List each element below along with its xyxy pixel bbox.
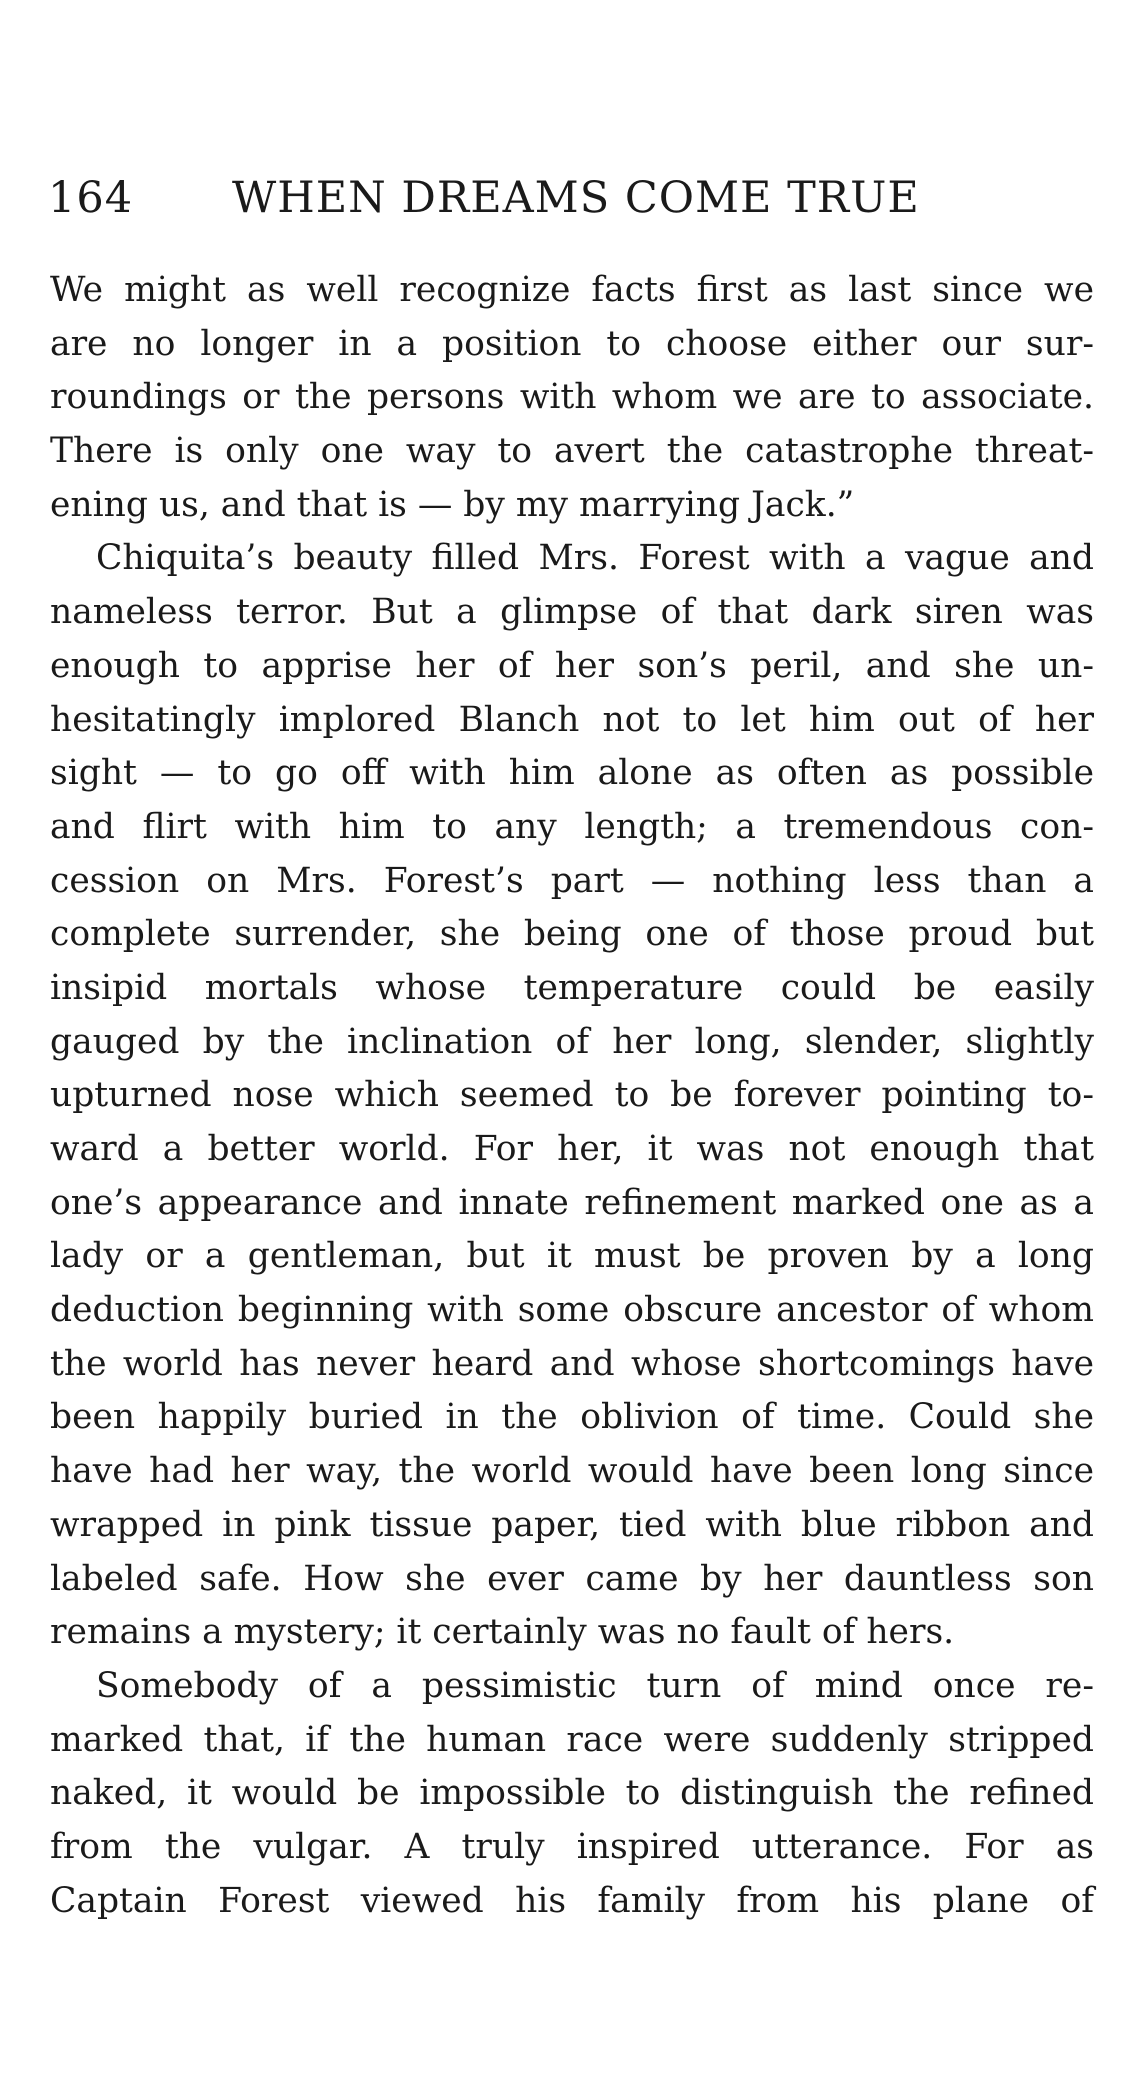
text-line: enough to apprise her of her son’s peril, and she un- xyxy=(50,645,1094,686)
text-line: complete surrender, she being one of those proud but xyxy=(50,914,1094,955)
text-line: nameless terror. But a glimpse of that dark siren was xyxy=(50,592,1094,633)
text-line: ening us, and that is — by my marrying Jack.” xyxy=(50,484,855,525)
text-line: one’s appearance and innate refinement marked one as a xyxy=(50,1182,1094,1223)
text-line: have had her way, the world would have been long since xyxy=(50,1451,1094,1492)
text-line: naked, it would be impossible to distinguish the refined xyxy=(50,1773,1094,1814)
text-line: remains a mystery; it certainly was no fault of hers. xyxy=(50,1612,955,1653)
text-line: deduction beginning with some obscure ancestor of whom xyxy=(50,1290,1094,1331)
body-text xyxy=(50,264,1094,1928)
text-line: cession on Mrs. Forest’s part — nothing less than a xyxy=(50,860,1094,901)
text-line: from the vulgar. A truly inspired utterance. For as xyxy=(50,1826,1094,1867)
text-line: roundings or the persons with whom we are to associate. xyxy=(50,377,1094,418)
text-line: been happily buried in the oblivion of time. Could she xyxy=(50,1397,1094,1438)
paragraph-first-line: Chiquita’s beauty filled Mrs. Forest with a vague and xyxy=(96,538,1094,579)
text-line: Captain Forest viewed his family from his plane of xyxy=(50,1880,1094,1921)
running-title: WHEN DREAMS COME TRUE xyxy=(232,173,920,223)
text-line: gauged by the inclination of her long, slender, slightly xyxy=(50,1021,1094,1062)
text-line: wrapped in pink tissue paper, tied with blue ribbon and xyxy=(50,1504,1094,1545)
text-line: and flirt with him to any length; a tremendous con- xyxy=(50,806,1094,847)
text-line: hesitatingly implored Blanch not to let him out of her xyxy=(50,699,1094,740)
text-line: the world has never heard and whose shortcomings have xyxy=(50,1343,1094,1384)
text-line: insipid mortals whose temperature could be easily xyxy=(50,967,1094,1008)
text-line: are no longer in a position to choose either our sur- xyxy=(50,323,1094,364)
text-line: labeled safe. How she ever came by her dauntless son xyxy=(50,1558,1094,1599)
page-number: 164 xyxy=(48,173,134,223)
text-line: sight — to go off with him alone as often as possible xyxy=(50,753,1094,794)
text-line: marked that, if the human race were suddenly stripped xyxy=(50,1719,1094,1760)
text-line: We might as well recognize facts first as last since we xyxy=(50,270,1094,310)
text-line: upturned nose which seemed to be forever pointing to- xyxy=(50,1075,1094,1116)
text-line: ward a better world. For her, it was not enough that xyxy=(50,1129,1094,1169)
running-head xyxy=(48,170,1098,226)
text-line: lady or a gentleman, but it must be proven by a long xyxy=(50,1236,1094,1277)
text-line: There is only one way to avert the catastrophe threat- xyxy=(50,431,1094,472)
paragraph-first-line: Somebody of a pessimistic turn of mind once re- xyxy=(96,1665,1094,1706)
